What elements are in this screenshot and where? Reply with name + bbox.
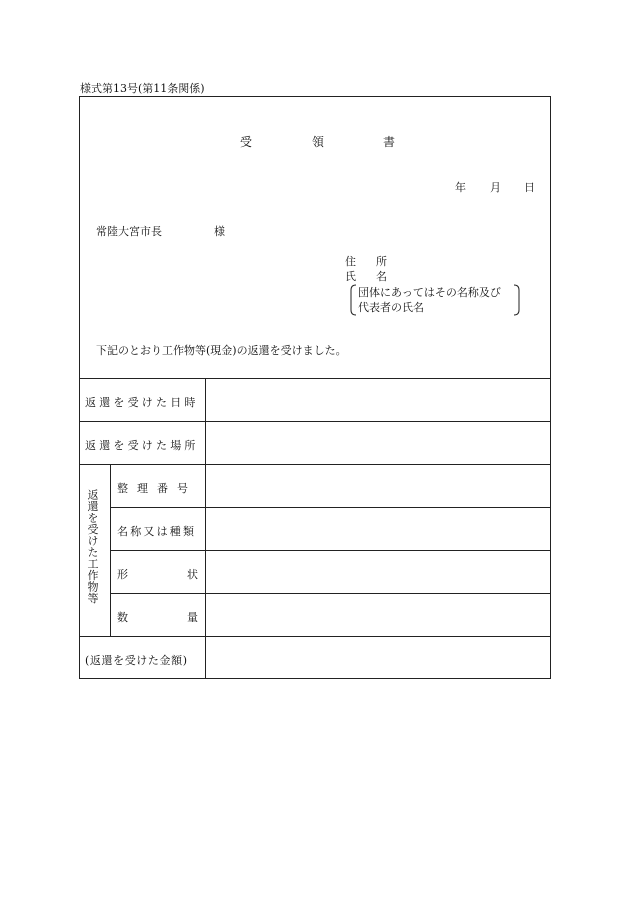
name-label [345,269,387,284]
title-char-2: 領 [312,135,325,149]
returned-datetime-label: 返還を受けた日時 [85,396,199,409]
address-label-char-2: 所 [376,255,387,268]
quantity-label-char-1: 数 [117,611,128,624]
title-char-1: 受 [240,135,253,149]
returned-place-field[interactable] [205,422,550,464]
group-column-divider [110,464,111,636]
addressee: 常陸大宮市長 [96,225,162,238]
date-year-label: 年 [455,181,466,194]
address-label-char-1: 住 [345,255,356,268]
returned-place-label: 返還を受けた場所 [85,439,199,452]
date-day-label: 日 [524,181,535,194]
statement: 下記のとおり工作物等(現金)の返還を受けました。 [96,344,347,357]
shape-label-char-2: 状 [187,568,198,581]
quantity-label-char-2: 量 [187,611,198,624]
serial-number-label: 整理番号 [117,482,197,495]
note-line-1: 団体にあってはその名称及び [358,286,501,299]
serial-number-field[interactable] [205,465,550,507]
name-or-type-field[interactable] [205,508,550,550]
shape-label-char-1: 形 [117,568,128,581]
returned-datetime-field[interactable] [205,379,550,421]
form-header [80,97,550,379]
name-label-char-2: 名 [376,270,387,283]
quantity-field[interactable] [205,594,550,636]
organization-note [350,284,520,316]
address-label [345,254,387,269]
addressee-honorific: 様 [214,225,225,238]
date-month-label: 月 [490,181,501,194]
returned-amount-label: (返還を受けた金額) [85,654,188,667]
returned-items-group-label [85,489,99,608]
title-char-3: 書 [383,135,396,149]
form-number: 様式第13号(第11条関係) [80,82,205,95]
returned-items-group-text: 返還を受けた工作物等 [86,489,99,604]
name-label-char-1: 氏 [345,270,356,283]
applicant-block [345,254,387,284]
note-line-2: 代表者の氏名 [358,301,424,314]
receipt-form [79,96,551,679]
note-text [358,285,501,315]
name-or-type-label: 名称又は種類 [117,525,197,538]
returned-amount-field[interactable] [205,637,550,678]
shape-field[interactable] [205,551,550,593]
